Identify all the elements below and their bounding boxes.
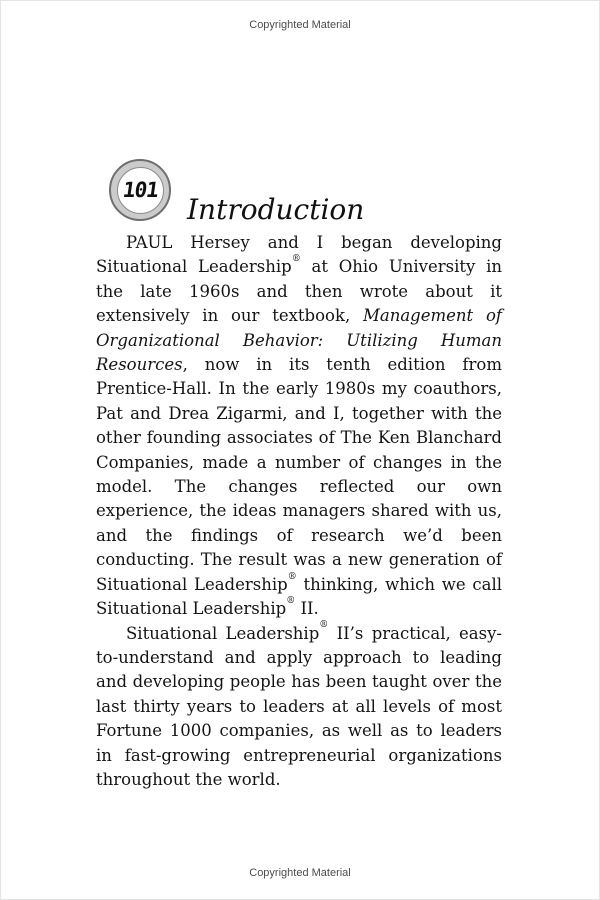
registered-trademark-symbol: ® — [319, 620, 329, 631]
paragraph-text: PAUL Hersey and I began developing Situational Leadership — [96, 233, 502, 277]
registered-trademark-symbol: ® — [287, 571, 297, 582]
lcd-101-medallion-icon — [117, 167, 164, 214]
chapter-title: Introduction — [187, 193, 365, 226]
paragraph-text: II’s practical, easy-to-understand and apply approach to leading and developing people has been taught over the last thirty years to leaders at all levels of most Fortune 1000 companies, as well as to leaders in fast-growing entrepreneurial organizations throughout the world. — [96, 623, 503, 789]
paragraph-text: Situational Leadership — [126, 623, 320, 643]
body-text-block — [96, 231, 502, 792]
registered-trademark-symbol: ® — [291, 254, 301, 265]
lcd-digits: 101 — [120, 178, 160, 202]
registered-trademark-symbol: ® — [286, 596, 296, 607]
paragraph-text: , now in its tenth edition from Prentice-Hall. In the early 1980s my coauthors, Pat and Drea Zigarmi, and I, together with the other founding associates of The Ken Blanchard Companies, made a number of changes in the model. The changes reflected our own experience, the ideas managers shared with us, and the findings of research we’d been conducting. The result was a new generation of Situational Leadership — [96, 355, 502, 594]
book-title-italic: Management of Organizational Behavior: Utilizing Human Resources — [96, 306, 502, 375]
copyright-notice-top: Copyrighted Material — [249, 19, 351, 31]
paragraph-text: II. — [295, 599, 319, 619]
body-paragraph — [96, 231, 502, 622]
paragraph-text: at Ohio University in the late 1960s and then wrote about it extensively in our textbook, — [96, 257, 502, 326]
paragraph-text: thinking, which we call Situational Leadership — [96, 574, 502, 619]
body-paragraph — [96, 622, 502, 793]
chapter-medallion — [109, 159, 171, 221]
copyright-notice-bottom: Copyrighted Material — [249, 867, 351, 879]
